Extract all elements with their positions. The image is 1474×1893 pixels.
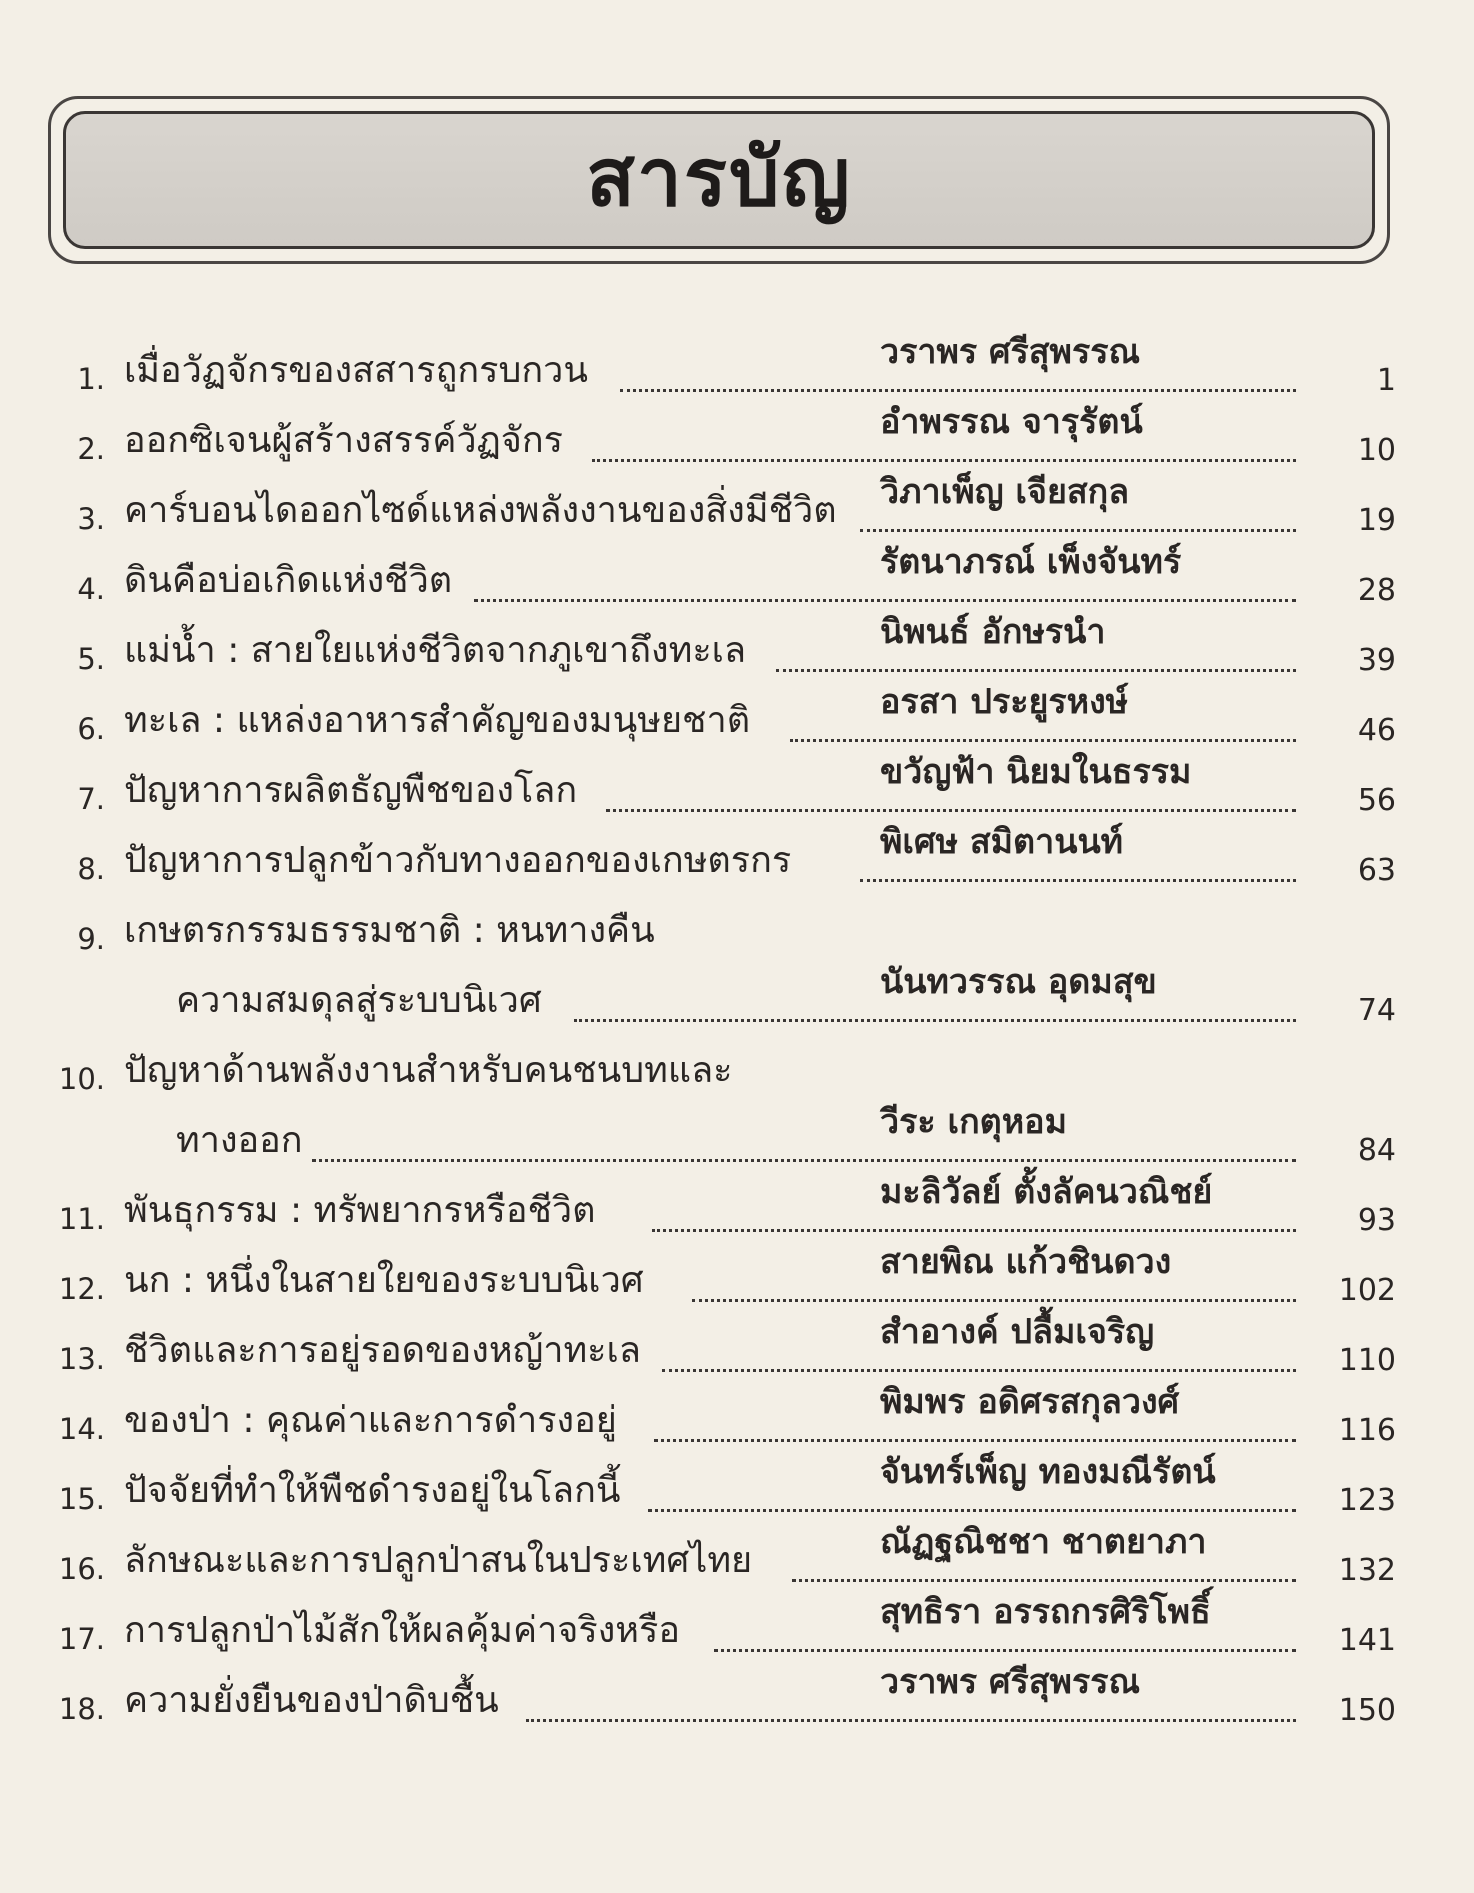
toc-entry[interactable] (0, 1662, 1474, 1730)
entry-author: มะลิวัลย์ ตั้งลัคนวณิชย์ (880, 1172, 1213, 1212)
entry-title: ออกซิเจนผู้สร้างสรรค์วัฏจักร (124, 420, 564, 461)
entry-number: 7. (77, 782, 105, 816)
entry-number: 2. (77, 432, 105, 466)
entry-number: 10. (58, 1062, 105, 1096)
entry-page: 46 (1357, 713, 1396, 748)
entry-title: ลักษณะและการปลูกป่าสนในประเทศไทย (124, 1540, 753, 1581)
toc-entry[interactable] (0, 1040, 1474, 1100)
entry-page: 10 (1357, 433, 1396, 468)
entry-title: เมื่อวัฏจักรของสสารถูกรบกวน (124, 350, 588, 391)
entry-author: ณัฏฐณิชชา ชาตยาภา (880, 1522, 1207, 1562)
entry-title: ปัจจัยที่ทำให้พืชดำรงอยู่ในโลกนี้ (124, 1470, 621, 1511)
entry-title: แม่น้ำ : สายใยแห่งชีวิตจากภูเขาถึงทะเล (124, 630, 747, 671)
page-title: สารบัญ (586, 130, 852, 224)
dot-leader (662, 1369, 1296, 1372)
entry-author: อรสา ประยูรหงษ์ (880, 682, 1129, 722)
toc-entry[interactable] (0, 402, 1474, 470)
entry-page: 116 (1338, 1413, 1396, 1448)
toc-entry[interactable] (0, 1382, 1474, 1450)
entry-author: รัตนาภรณ์ เพ็งจันทร์ (880, 542, 1182, 582)
dot-leader (790, 739, 1296, 742)
toc-entry[interactable] (0, 472, 1474, 540)
dot-leader (860, 529, 1296, 532)
entry-page: 63 (1357, 853, 1396, 888)
dot-leader (692, 1299, 1296, 1302)
entry-author: จันทร์เพ็ญ ทองมณีรัตน์ (880, 1452, 1216, 1492)
entry-number: 3. (77, 502, 105, 536)
entry-page: 74 (1357, 993, 1396, 1028)
entry-number: 12. (58, 1272, 105, 1306)
entry-page: 141 (1338, 1623, 1396, 1658)
dot-leader (592, 459, 1296, 462)
entry-title-continued: ความสมดุลสู่ระบบนิเวศ (176, 980, 542, 1021)
dot-leader (606, 809, 1296, 812)
entry-number: 13. (58, 1342, 105, 1376)
entry-title: ปัญหาการผลิตธัญพืชของโลก (124, 770, 578, 811)
toc-entry[interactable] (0, 1592, 1474, 1660)
entry-page: 39 (1357, 643, 1396, 678)
entry-number: 16. (58, 1552, 105, 1586)
toc-entry[interactable] (0, 542, 1474, 610)
entry-page: 132 (1338, 1553, 1396, 1588)
entry-page: 110 (1338, 1343, 1396, 1378)
entry-title: การปลูกป่าไม้สักให้ผลคุ้มค่าจริงหรือ (124, 1610, 680, 1651)
dot-leader (620, 389, 1296, 392)
entry-number: 9. (77, 922, 105, 956)
entry-title: คาร์บอนไดออกไซด์แหล่งพลังงานของสิ่งมีชีวิต (124, 490, 837, 531)
dot-leader (312, 1159, 1296, 1162)
entry-title: ปัญหาด้านพลังงานสำหรับคนชนบทและ (124, 1050, 733, 1091)
toc-entry[interactable] (0, 900, 1474, 960)
entry-number: 18. (58, 1692, 105, 1726)
dot-leader (714, 1649, 1296, 1652)
entry-author: สุทธิรา อรรถกรศิริโพธิ์ (880, 1592, 1211, 1632)
entry-title: ทะเล : แหล่งอาหารสำคัญของมนุษยชาติ (124, 700, 751, 741)
entry-title: ของป่า : คุณค่าและการดำรงอยู่ (124, 1400, 617, 1441)
dot-leader (654, 1439, 1296, 1442)
entry-page: 19 (1357, 503, 1396, 538)
entry-author: อำพรรณ จารุรัตน์ (880, 402, 1143, 442)
entry-author: วีระ เกตุหอม (880, 1102, 1067, 1142)
toc-entry[interactable] (0, 1452, 1474, 1520)
entry-number: 5. (77, 642, 105, 676)
dot-leader (474, 599, 1296, 602)
dot-leader (526, 1719, 1296, 1722)
entry-page: 28 (1357, 573, 1396, 608)
entry-author: วราพร ศรีสุพรรณ (880, 332, 1141, 372)
toc-entry[interactable] (0, 332, 1474, 400)
dot-leader (574, 1019, 1296, 1022)
entry-number: 8. (77, 852, 105, 886)
toc-entry[interactable] (0, 1312, 1474, 1380)
entry-title: ปัญหาการปลูกข้าวกับทางออกของเกษตรกร (124, 840, 792, 881)
entry-author: พิมพร อดิศรสกุลวงศ์ (880, 1382, 1180, 1422)
entry-number: 1. (77, 362, 105, 396)
toc-entry[interactable] (0, 1172, 1474, 1240)
entry-title-continued: ทางออก (176, 1120, 303, 1161)
entry-title: เกษตรกรรมธรรมชาติ : หนทางคืน (124, 910, 655, 951)
entry-page: 84 (1357, 1133, 1396, 1168)
entry-number: 11. (58, 1202, 105, 1236)
entry-page: 150 (1338, 1693, 1396, 1728)
entry-number: 4. (77, 572, 105, 606)
toc-entry-continued[interactable] (0, 1102, 1474, 1170)
dot-leader (648, 1509, 1296, 1512)
entry-page: 1 (1376, 363, 1396, 398)
entry-author: ขวัญฟ้า นิยมในธรรม (880, 752, 1192, 792)
entry-author: สำอางค์ ปลื้มเจริญ (880, 1312, 1155, 1352)
entry-number: 15. (58, 1482, 105, 1516)
toc-entry[interactable] (0, 1522, 1474, 1590)
entry-number: 17. (58, 1622, 105, 1656)
entry-title: นก : หนึ่งในสายใยของระบบนิเวศ (124, 1260, 644, 1301)
entry-author: วราพร ศรีสุพรรณ (880, 1662, 1141, 1702)
entry-page: 102 (1338, 1273, 1396, 1308)
toc-entry[interactable] (0, 682, 1474, 750)
dot-leader (652, 1229, 1296, 1232)
entry-author: นันทวรรณ อุดมสุข (880, 962, 1157, 1002)
entry-author: สายพิณ แก้วชินดวง (880, 1242, 1172, 1282)
entry-author: พิเศษ สมิตานนท์ (880, 822, 1124, 862)
toc-entry[interactable] (0, 822, 1474, 890)
entry-title: ดินคือบ่อเกิดแห่งชีวิต (124, 560, 453, 601)
title-box (63, 111, 1375, 249)
dot-leader (776, 669, 1296, 672)
entry-page: 56 (1357, 783, 1396, 818)
entry-number: 6. (77, 712, 105, 746)
entry-author: นิพนธ์ อักษรนำ (880, 612, 1106, 652)
entry-title: พันธุกรรม : ทรัพยากรหรือชีวิต (124, 1190, 596, 1231)
entry-page: 123 (1338, 1483, 1396, 1518)
toc-entry[interactable] (0, 752, 1474, 820)
title-banner (48, 96, 1390, 264)
toc-entry[interactable] (0, 612, 1474, 680)
dot-leader (792, 1579, 1296, 1582)
entry-page: 93 (1357, 1203, 1396, 1238)
toc-entry-continued[interactable] (0, 962, 1474, 1030)
entry-number: 14. (58, 1412, 105, 1446)
entry-title: ความยั่งยืนของป่าดิบชื้น (124, 1680, 499, 1721)
dot-leader (860, 879, 1296, 882)
entry-title: ชีวิตและการอยู่รอดของหญ้าทะเล (124, 1330, 641, 1371)
toc-entry[interactable] (0, 1242, 1474, 1310)
entry-author: วิภาเพ็ญ เจียสกุล (880, 472, 1130, 512)
